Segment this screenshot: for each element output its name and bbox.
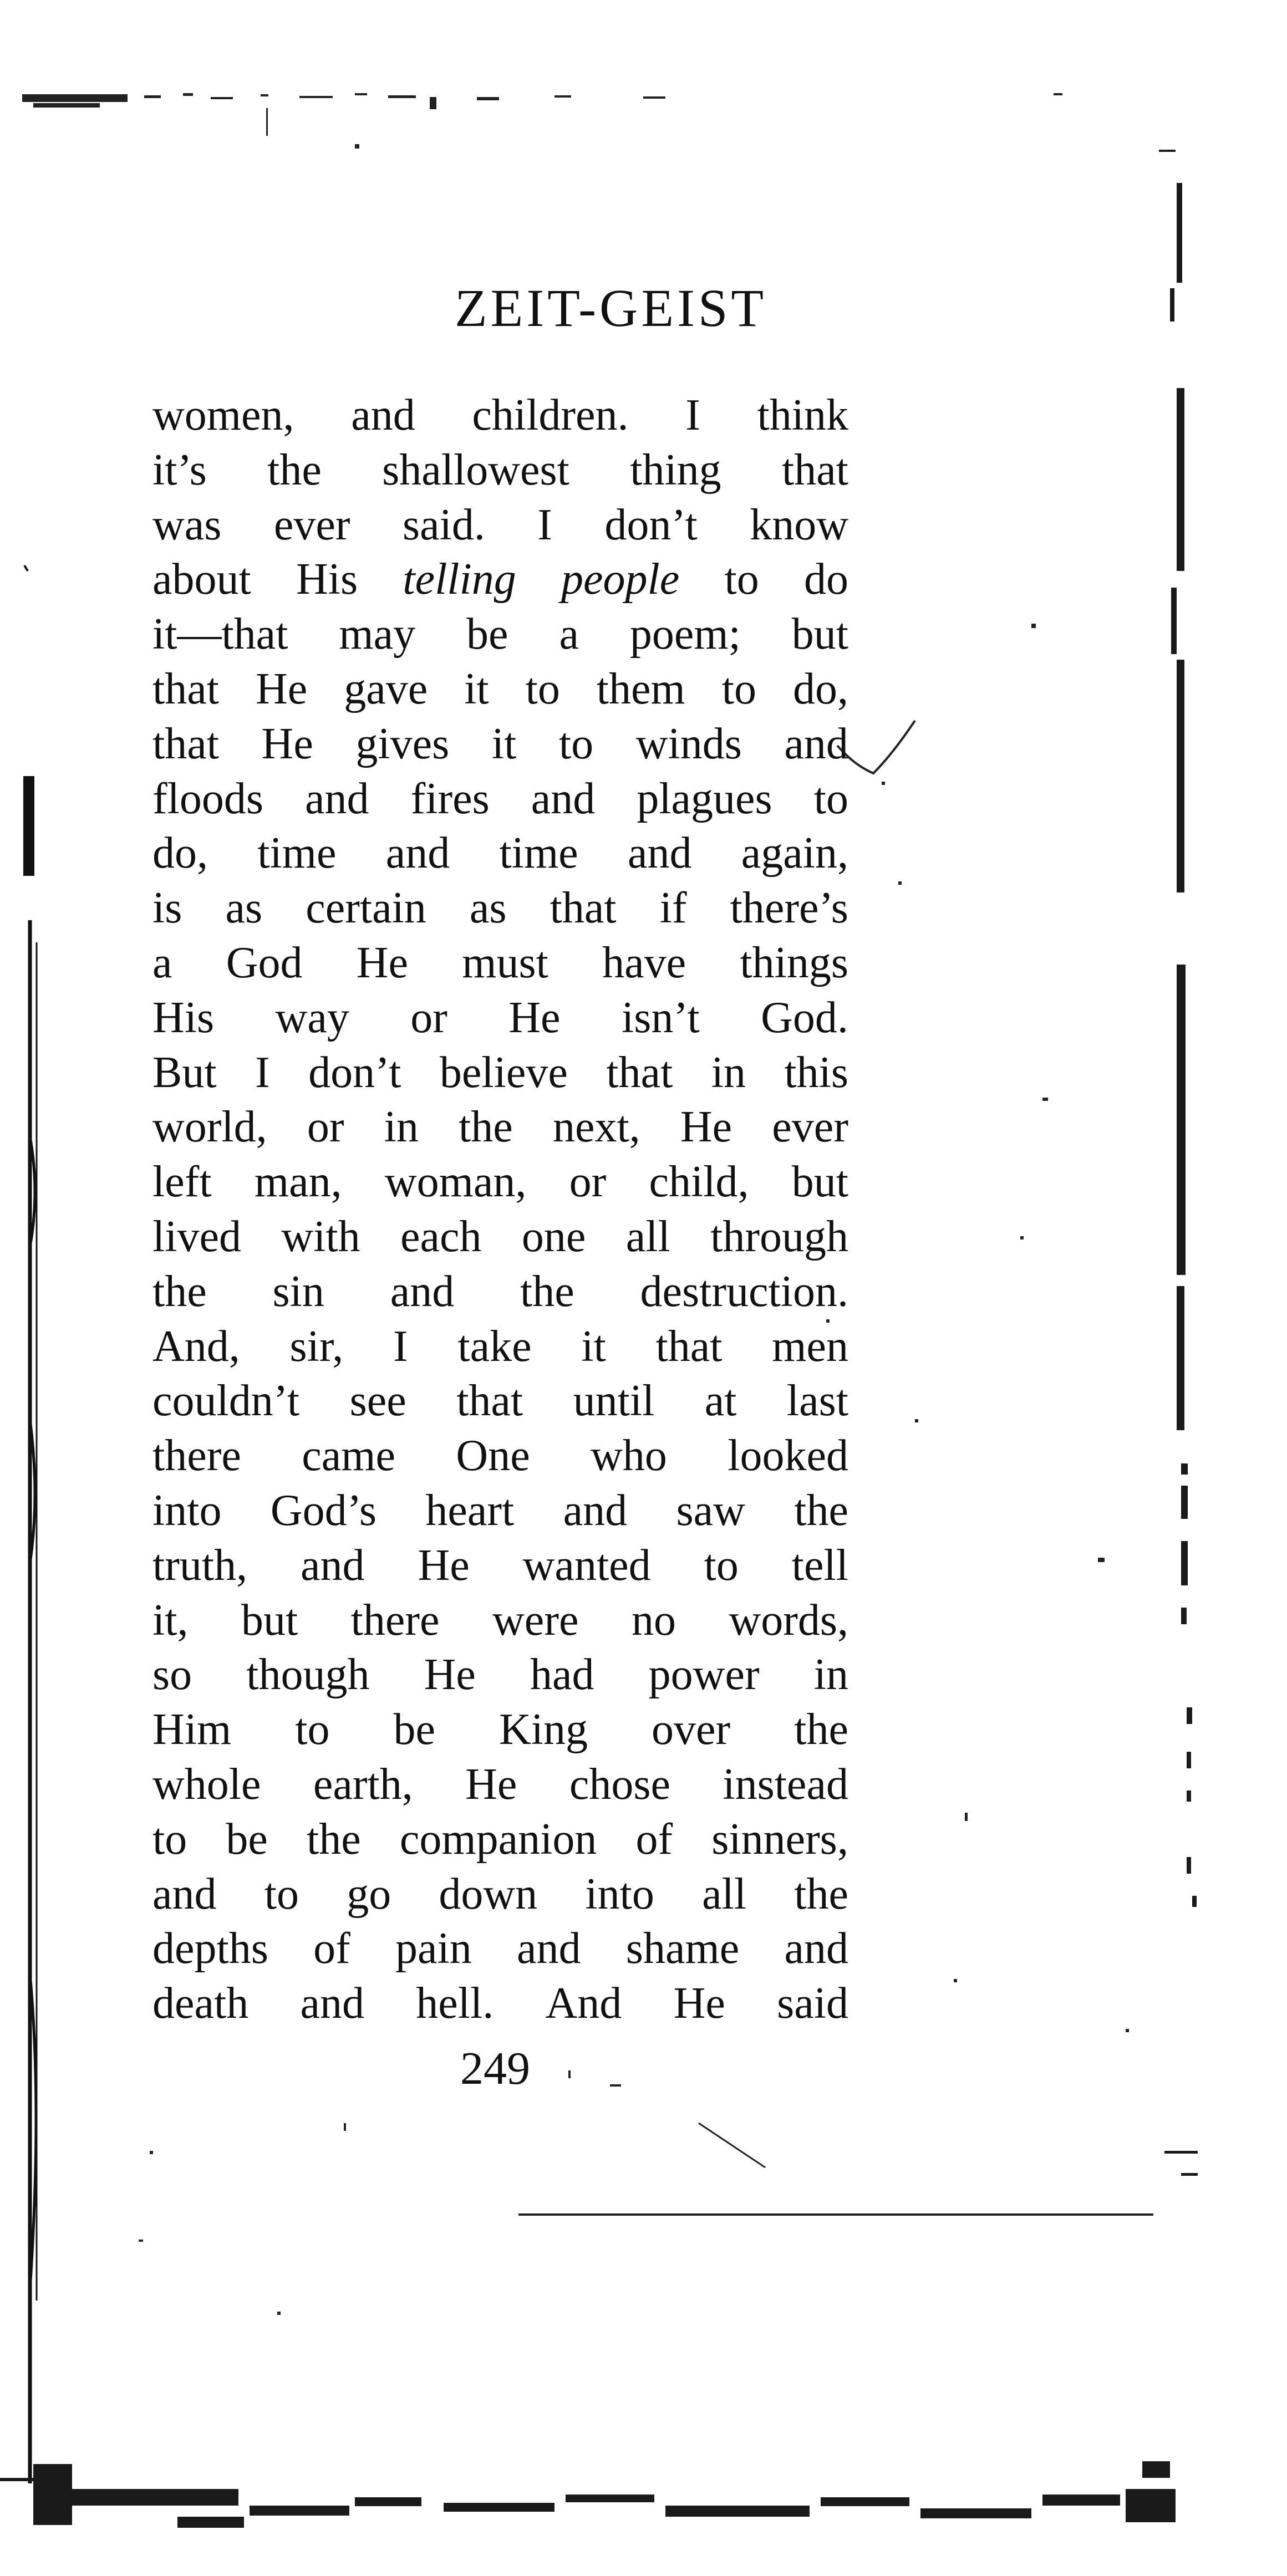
text-line: and to go down into all the [152, 1869, 848, 1919]
body-text [152, 388, 848, 2031]
text-line: But I don’t believe that in this [152, 1048, 848, 1097]
text-line: truth, and He wanted to tell [152, 1541, 848, 1590]
running-head: ZEIT-GEIST [455, 278, 767, 338]
text-line: it—that may be a poem; but [152, 610, 848, 659]
lower-rule [518, 2123, 1153, 2215]
text-line: do, time and time and again, [152, 829, 848, 878]
text-line: the sin and the destruction. [152, 1267, 848, 1316]
text-line: about His telling people to do [152, 555, 848, 604]
text-line: was ever said. I don’t know [152, 500, 848, 549]
text-line: death and hell. And He said [152, 1979, 848, 2028]
text-line: is as certain as that if there’s [152, 884, 848, 933]
text-line: floods and fires and plagues to [152, 774, 848, 823]
pencil-mark [837, 721, 915, 773]
left-margin-line [23, 565, 37, 2483]
right-edge-marks [1159, 150, 1198, 2176]
text-line: it’s the shallowest thing that [152, 445, 848, 494]
text-line: His way or He isn’t God. [152, 993, 848, 1042]
text-line: that He gives it to winds and [152, 719, 848, 768]
text-line: whole earth, He chose instead [152, 1759, 848, 1809]
page-number: 249 [460, 2043, 530, 2094]
text-line: so though He had power in [152, 1650, 848, 1700]
text-line: left man, woman, or child, but [152, 1157, 848, 1207]
text-line: world, or in the next, He ever [152, 1103, 848, 1152]
top-edge-marks [22, 93, 1062, 149]
text-line: women, and children. I think [152, 391, 848, 440]
text-line: there came One who looked [152, 1431, 848, 1481]
text-line: Him to be King over the [152, 1705, 848, 1754]
text-line: lived with each one all through [152, 1212, 848, 1261]
text-line: it, but there were no words, [152, 1595, 848, 1645]
text-line: depths of pain and shame and [152, 1924, 848, 1973]
text-line: that He gave it to them to do, [152, 664, 848, 713]
text-line: a God He must have things [152, 938, 848, 987]
text-line: to be the companion of sinners, [152, 1814, 848, 1864]
text-line: into God’s heart and saw the [152, 1486, 848, 1535]
text-line: And, sir, I take it that men [152, 1322, 848, 1371]
bottom-edge-marks [0, 2461, 1176, 2528]
text-line: couldn’t see that until at last [152, 1376, 848, 1426]
